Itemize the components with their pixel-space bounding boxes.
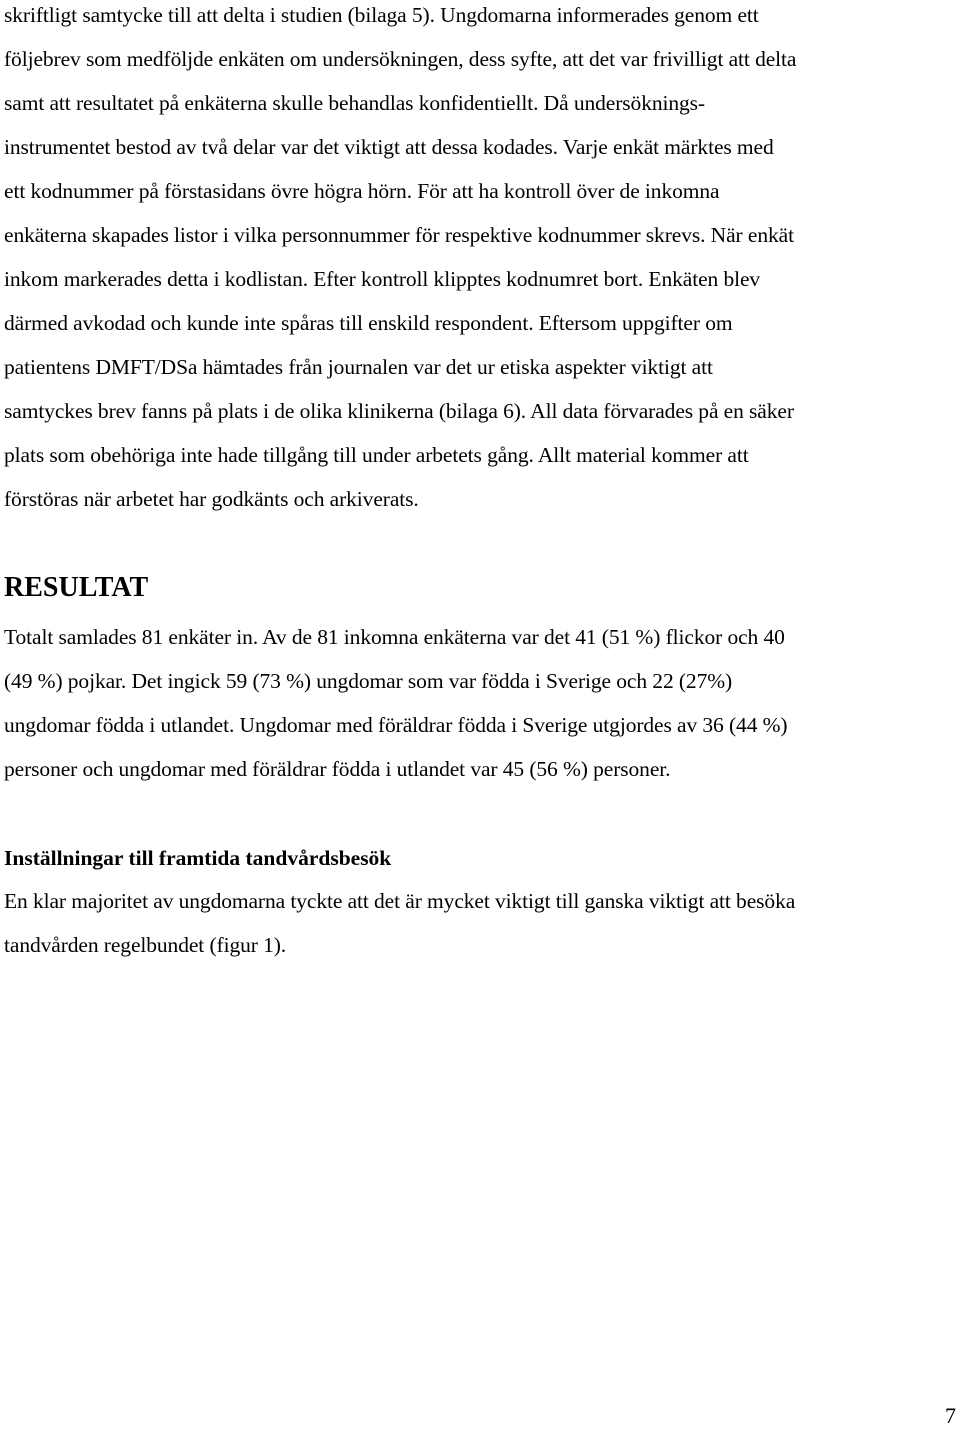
paragraph-line: plats som obehöriga inte hade tillgång till under arbetets gång. Allt material kommer att (4, 443, 749, 467)
paragraph-line: samtyckes brev fanns på plats i de olika klinikerna (bilaga 6). All data förvarades på en säker (4, 399, 794, 423)
paragraph-line: ungdomar födda i utlandet. Ungdomar med föräldrar födda i Sverige utgjordes av 36 (44 %) (4, 713, 788, 737)
paragraph-line: samt att resultatet på enkäterna skulle behandlas konfidentiellt. Då undersöknings- (4, 91, 705, 115)
paragraph-line: förstöras när arbetet har godkänts och arkiverats. (4, 487, 419, 511)
paragraph-line: följebrev som medföljde enkäten om undersökningen, dess syfte, att det var frivilligt att delta (4, 47, 797, 71)
body-paragraph-method (4, 0, 956, 521)
paragraph-line: Totalt samlades 81 enkäter in. Av de 81 inkomna enkäterna var det 41 (51 %) flickor och 40 (4, 625, 785, 649)
paragraph-line: därmed avkodad och kunde inte spåras till enskild respondent. Eftersom uppgifter om (4, 311, 733, 335)
paragraph-line: En klar majoritet av ungdomarna tyckte att det är mycket viktigt till ganska viktigt att besöka (4, 889, 796, 913)
subsection-heading-installningar: Inställningar till framtida tandvårdsbesök (4, 846, 392, 870)
paragraph-line: (49 %) pojkar. Det ingick 59 (73 %) ungdomar som var födda i Sverige och 22 (27%) (4, 669, 733, 693)
body-paragraph-resultat (4, 615, 956, 791)
paragraph-line: inkom markerades detta i kodlistan. Efter kontroll klipptes kodnumret bort. Enkäten blev (4, 267, 761, 291)
paragraph-line: enkäterna skapades listor i vilka personnummer för respektive kodnummer skrevs. När enkät (4, 223, 794, 247)
paragraph-line: instrumentet bestod av två delar var det viktigt att dessa kodades. Varje enkät märktes med (4, 135, 774, 159)
page-number: 7 (945, 1403, 956, 1428)
paragraph-line: patientens DMFT/DSa hämtades från journalen var det ur etiska aspekter viktigt att (4, 355, 713, 379)
paragraph-line: skriftligt samtycke till att delta i studien (bilaga 5). Ungdomarna informerades genom ett (4, 3, 759, 27)
paragraph-line: personer och ungdomar med föräldrar födda i utlandet var 45 (56 %) personer. (4, 757, 671, 781)
section-heading-resultat: RESULTAT (4, 572, 149, 603)
paragraph-line: tandvården regelbundet (figur 1). (4, 933, 287, 957)
body-paragraph-installningar (4, 879, 956, 967)
paragraph-line: ett kodnummer på förstasidans övre högra hörn. För att ha kontroll över de inkomna (4, 179, 720, 203)
